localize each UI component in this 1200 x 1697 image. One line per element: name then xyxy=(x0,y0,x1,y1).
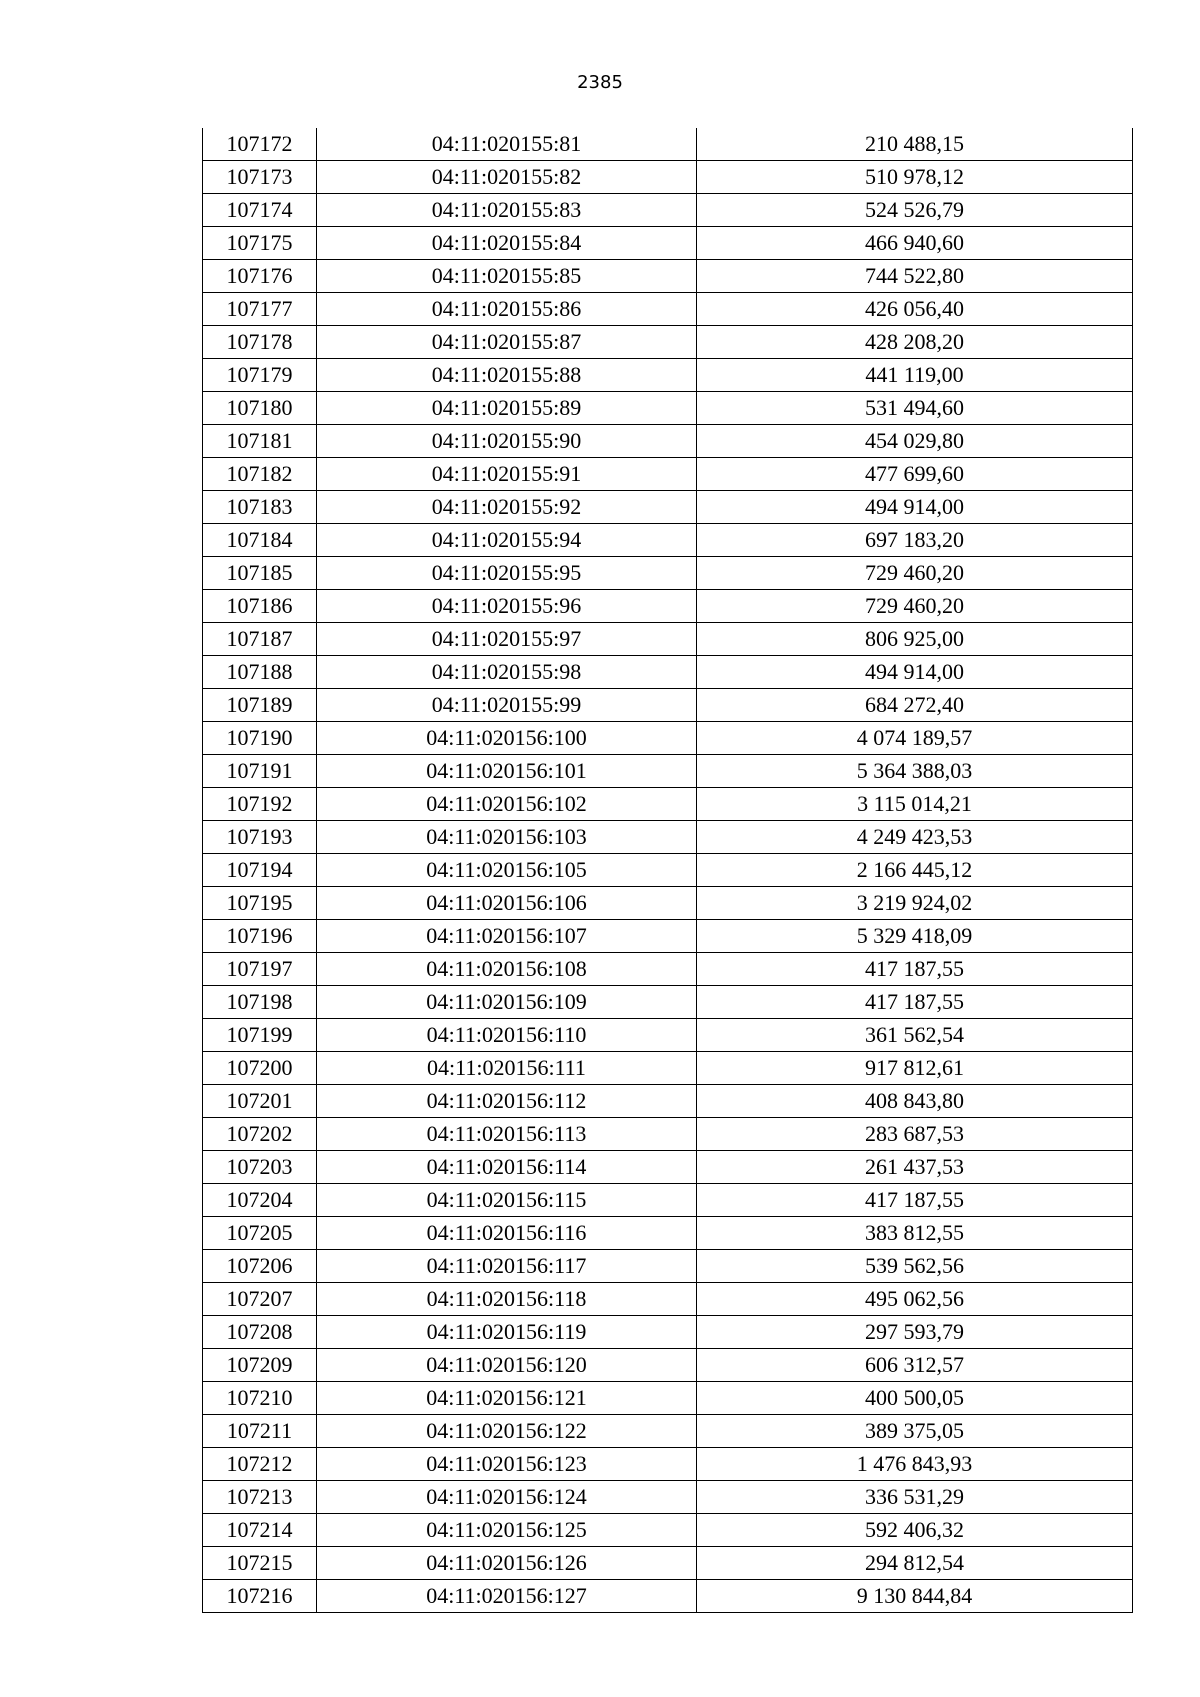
cadastral-number-cell: 04:11:020155:97 xyxy=(317,623,697,656)
cadastral-value-cell: 806 925,00 xyxy=(697,623,1133,656)
cadastral-number-cell: 04:11:020155:86 xyxy=(317,293,697,326)
cadastral-number-cell: 04:11:020156:102 xyxy=(317,788,697,821)
cadastral-number-cell: 04:11:020156:106 xyxy=(317,887,697,920)
cadastral-value-cell: 400 500,05 xyxy=(697,1382,1133,1415)
cadastral-value-cell: 5 329 418,09 xyxy=(697,920,1133,953)
row-number-cell: 107185 xyxy=(203,557,317,590)
cadastral-number-cell: 04:11:020155:90 xyxy=(317,425,697,458)
cadastral-number-cell: 04:11:020155:92 xyxy=(317,491,697,524)
cadastral-value-cell: 606 312,57 xyxy=(697,1349,1133,1382)
cadastral-number-cell: 04:11:020156:123 xyxy=(317,1448,697,1481)
row-number-cell: 107202 xyxy=(203,1118,317,1151)
cadastral-number-cell: 04:11:020155:84 xyxy=(317,227,697,260)
cadastral-value-cell: 729 460,20 xyxy=(697,557,1133,590)
row-number-cell: 107191 xyxy=(203,755,317,788)
cadastral-number-cell: 04:11:020155:82 xyxy=(317,161,697,194)
cadastral-value-cell: 3 115 014,21 xyxy=(697,788,1133,821)
row-number-cell: 107175 xyxy=(203,227,317,260)
row-number-cell: 107197 xyxy=(203,953,317,986)
row-number-cell: 107211 xyxy=(203,1415,317,1448)
table-row xyxy=(203,1382,1133,1415)
table-row xyxy=(203,491,1133,524)
cadastral-value-cell: 917 812,61 xyxy=(697,1052,1133,1085)
row-number-cell: 107195 xyxy=(203,887,317,920)
table-row xyxy=(203,326,1133,359)
row-number-cell: 107178 xyxy=(203,326,317,359)
row-number-cell: 107205 xyxy=(203,1217,317,1250)
cadastral-value-cell: 697 183,20 xyxy=(697,524,1133,557)
row-number-cell: 107215 xyxy=(203,1547,317,1580)
cadastral-number-cell: 04:11:020156:115 xyxy=(317,1184,697,1217)
cadastral-value-cell: 744 522,80 xyxy=(697,260,1133,293)
cadastral-value-cell: 539 562,56 xyxy=(697,1250,1133,1283)
table-row xyxy=(203,920,1133,953)
cadastral-number-cell: 04:11:020155:81 xyxy=(317,128,697,161)
cadastral-number-cell: 04:11:020156:111 xyxy=(317,1052,697,1085)
row-number-cell: 107174 xyxy=(203,194,317,227)
row-number-cell: 107204 xyxy=(203,1184,317,1217)
cadastral-number-cell: 04:11:020155:98 xyxy=(317,656,697,689)
row-number-cell: 107200 xyxy=(203,1052,317,1085)
row-number-cell: 107179 xyxy=(203,359,317,392)
cadastral-number-cell: 04:11:020156:125 xyxy=(317,1514,697,1547)
cadastral-value-cell: 428 208,20 xyxy=(697,326,1133,359)
cadastral-number-cell: 04:11:020155:83 xyxy=(317,194,697,227)
row-number-cell: 107190 xyxy=(203,722,317,755)
cadastral-number-cell: 04:11:020155:94 xyxy=(317,524,697,557)
cadastral-value-cell: 510 978,12 xyxy=(697,161,1133,194)
table-row xyxy=(203,1415,1133,1448)
row-number-cell: 107206 xyxy=(203,1250,317,1283)
row-number-cell: 107177 xyxy=(203,293,317,326)
table-row xyxy=(203,1250,1133,1283)
cadastral-number-cell: 04:11:020156:116 xyxy=(317,1217,697,1250)
cadastral-value-cell: 261 437,53 xyxy=(697,1151,1133,1184)
table-row xyxy=(203,1316,1133,1349)
cadastral-number-cell: 04:11:020155:87 xyxy=(317,326,697,359)
table-row xyxy=(203,458,1133,491)
cadastral-number-cell: 04:11:020155:88 xyxy=(317,359,697,392)
cadastral-number-cell: 04:11:020156:119 xyxy=(317,1316,697,1349)
cadastral-value-cell: 494 914,00 xyxy=(697,491,1133,524)
table-row xyxy=(203,392,1133,425)
table-row xyxy=(203,590,1133,623)
cadastral-value-cell: 454 029,80 xyxy=(697,425,1133,458)
table-row xyxy=(203,524,1133,557)
cadastral-value-cell: 283 687,53 xyxy=(697,1118,1133,1151)
table-row xyxy=(203,425,1133,458)
cadastral-value-cell: 297 593,79 xyxy=(697,1316,1133,1349)
row-number-cell: 107182 xyxy=(203,458,317,491)
cadastral-number-cell: 04:11:020155:95 xyxy=(317,557,697,590)
table-row xyxy=(203,623,1133,656)
table-row xyxy=(203,128,1133,161)
table-row xyxy=(203,887,1133,920)
row-number-cell: 107180 xyxy=(203,392,317,425)
cadastral-value-cell: 417 187,55 xyxy=(697,953,1133,986)
row-number-cell: 107187 xyxy=(203,623,317,656)
cadastral-value-cell: 524 526,79 xyxy=(697,194,1133,227)
cadastral-number-cell: 04:11:020156:118 xyxy=(317,1283,697,1316)
cadastral-value-cell: 408 843,80 xyxy=(697,1085,1133,1118)
table-row xyxy=(203,194,1133,227)
row-number-cell: 107184 xyxy=(203,524,317,557)
row-number-cell: 107209 xyxy=(203,1349,317,1382)
table-row xyxy=(203,1184,1133,1217)
table-row xyxy=(203,1349,1133,1382)
table-body xyxy=(203,128,1133,1613)
cadastral-number-cell: 04:11:020156:122 xyxy=(317,1415,697,1448)
cadastral-number-cell: 04:11:020155:91 xyxy=(317,458,697,491)
cadastral-value-cell: 417 187,55 xyxy=(697,1184,1133,1217)
table-row xyxy=(203,1547,1133,1580)
cadastral-value-cell: 210 488,15 xyxy=(697,128,1133,161)
cadastral-number-cell: 04:11:020155:85 xyxy=(317,260,697,293)
cadastral-number-cell: 04:11:020156:103 xyxy=(317,821,697,854)
table-row xyxy=(203,1481,1133,1514)
cadastral-value-cell: 531 494,60 xyxy=(697,392,1133,425)
cadastral-number-cell: 04:11:020156:117 xyxy=(317,1250,697,1283)
table-row xyxy=(203,788,1133,821)
table-row xyxy=(203,557,1133,590)
cadastral-value-cell: 4 249 423,53 xyxy=(697,821,1133,854)
page-number: 2385 xyxy=(577,72,623,93)
cadastral-number-cell: 04:11:020156:107 xyxy=(317,920,697,953)
cadastral-value-cell: 5 364 388,03 xyxy=(697,755,1133,788)
row-number-cell: 107213 xyxy=(203,1481,317,1514)
cadastral-value-cell: 417 187,55 xyxy=(697,986,1133,1019)
row-number-cell: 107201 xyxy=(203,1085,317,1118)
cadastral-value-cell: 477 699,60 xyxy=(697,458,1133,491)
cadastral-number-cell: 04:11:020156:112 xyxy=(317,1085,697,1118)
table-row xyxy=(203,722,1133,755)
table-row xyxy=(203,821,1133,854)
cadastral-number-cell: 04:11:020156:100 xyxy=(317,722,697,755)
cadastral-value-cell: 389 375,05 xyxy=(697,1415,1133,1448)
row-number-cell: 107208 xyxy=(203,1316,317,1349)
cadastral-value-cell: 592 406,32 xyxy=(697,1514,1133,1547)
cadastral-value-cell: 2 166 445,12 xyxy=(697,854,1133,887)
row-number-cell: 107194 xyxy=(203,854,317,887)
row-number-cell: 107192 xyxy=(203,788,317,821)
cadastral-value-cell: 441 119,00 xyxy=(697,359,1133,392)
cadastral-number-cell: 04:11:020156:127 xyxy=(317,1580,697,1613)
table-row xyxy=(203,293,1133,326)
table-row xyxy=(203,1052,1133,1085)
row-number-cell: 107198 xyxy=(203,986,317,1019)
table-row xyxy=(203,1019,1133,1052)
table-row xyxy=(203,359,1133,392)
cadastral-number-cell: 04:11:020155:99 xyxy=(317,689,697,722)
row-number-cell: 107212 xyxy=(203,1448,317,1481)
cadastral-value-cell: 466 940,60 xyxy=(697,227,1133,260)
table-row xyxy=(203,953,1133,986)
table-row xyxy=(203,755,1133,788)
row-number-cell: 107181 xyxy=(203,425,317,458)
cadastral-number-cell: 04:11:020156:113 xyxy=(317,1118,697,1151)
table-row xyxy=(203,1085,1133,1118)
cadastral-number-cell: 04:11:020155:89 xyxy=(317,392,697,425)
table-row xyxy=(203,1580,1133,1613)
row-number-cell: 107186 xyxy=(203,590,317,623)
cadastral-number-cell: 04:11:020156:114 xyxy=(317,1151,697,1184)
table-row xyxy=(203,227,1133,260)
table-row xyxy=(203,986,1133,1019)
table-row xyxy=(203,854,1133,887)
cadastral-value-cell: 3 219 924,02 xyxy=(697,887,1133,920)
cadastral-value-cell: 684 272,40 xyxy=(697,689,1133,722)
cadastral-number-cell: 04:11:020156:110 xyxy=(317,1019,697,1052)
row-number-cell: 107199 xyxy=(203,1019,317,1052)
row-number-cell: 107173 xyxy=(203,161,317,194)
cadastral-value-cell: 729 460,20 xyxy=(697,590,1133,623)
row-number-cell: 107203 xyxy=(203,1151,317,1184)
row-number-cell: 107193 xyxy=(203,821,317,854)
cadastral-number-cell: 04:11:020156:124 xyxy=(317,1481,697,1514)
table-row xyxy=(203,689,1133,722)
table-row xyxy=(203,1448,1133,1481)
cadastral-number-cell: 04:11:020155:96 xyxy=(317,590,697,623)
table-row xyxy=(203,656,1133,689)
row-number-cell: 107210 xyxy=(203,1382,317,1415)
cadastral-number-cell: 04:11:020156:121 xyxy=(317,1382,697,1415)
cadastral-value-cell: 361 562,54 xyxy=(697,1019,1133,1052)
cadastral-number-cell: 04:11:020156:105 xyxy=(317,854,697,887)
table-row xyxy=(203,1283,1133,1316)
cadastral-number-cell: 04:11:020156:108 xyxy=(317,953,697,986)
table-row xyxy=(203,1217,1133,1250)
cadastral-value-cell: 383 812,55 xyxy=(697,1217,1133,1250)
row-number-cell: 107196 xyxy=(203,920,317,953)
table-row xyxy=(203,1151,1133,1184)
cadastral-value-cell: 294 812,54 xyxy=(697,1547,1133,1580)
row-number-cell: 107176 xyxy=(203,260,317,293)
cadastral-value-cell: 1 476 843,93 xyxy=(697,1448,1133,1481)
cadastral-value-table xyxy=(202,128,1133,1613)
row-number-cell: 107188 xyxy=(203,656,317,689)
table-row xyxy=(203,260,1133,293)
cadastral-value-cell: 494 914,00 xyxy=(697,656,1133,689)
cadastral-number-cell: 04:11:020156:109 xyxy=(317,986,697,1019)
table-row xyxy=(203,161,1133,194)
table-row xyxy=(203,1118,1133,1151)
cadastral-value-cell: 4 074 189,57 xyxy=(697,722,1133,755)
row-number-cell: 107183 xyxy=(203,491,317,524)
row-number-cell: 107216 xyxy=(203,1580,317,1613)
cadastral-number-cell: 04:11:020156:126 xyxy=(317,1547,697,1580)
cadastral-value-cell: 9 130 844,84 xyxy=(697,1580,1133,1613)
row-number-cell: 107189 xyxy=(203,689,317,722)
cadastral-value-cell: 336 531,29 xyxy=(697,1481,1133,1514)
cadastral-number-cell: 04:11:020156:101 xyxy=(317,755,697,788)
row-number-cell: 107214 xyxy=(203,1514,317,1547)
row-number-cell: 107207 xyxy=(203,1283,317,1316)
cadastral-number-cell: 04:11:020156:120 xyxy=(317,1349,697,1382)
cadastral-value-cell: 495 062,56 xyxy=(697,1283,1133,1316)
table-row xyxy=(203,1514,1133,1547)
cadastral-value-cell: 426 056,40 xyxy=(697,293,1133,326)
row-number-cell: 107172 xyxy=(203,128,317,161)
